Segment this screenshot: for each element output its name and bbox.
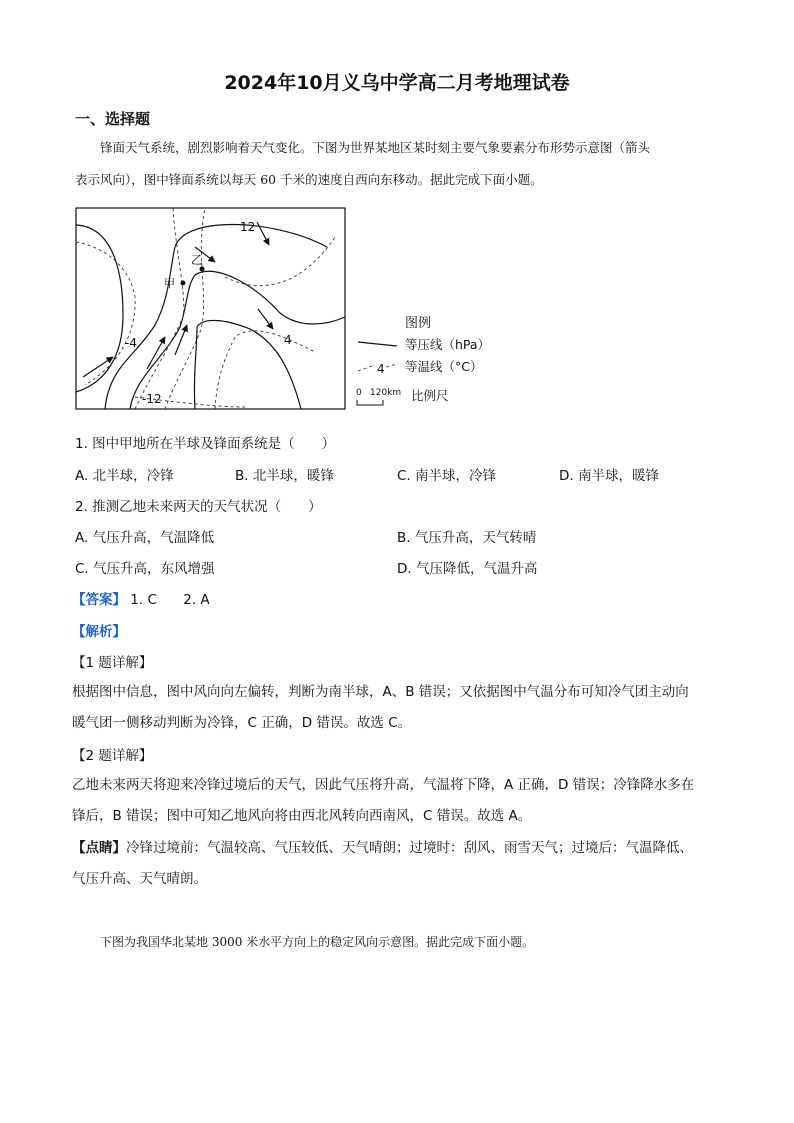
tip-line-2: 气压升高、天气晴朗。	[72, 871, 207, 887]
q2-option-d: D. 气压降低，气温升高	[397, 561, 538, 577]
q2-stem: 2. 推测乙地未来两天的天气状况（ ）	[75, 499, 322, 515]
intro-line-2: 表示风向），图中锋面系统以每天 60 千米的速度自西向东移动。据此完成下面小题。	[75, 172, 543, 187]
intro-line-1: 锋面天气系统，剧烈影响着天气变化。下图为世界某地区某时刻主要气象要素分布形势示意图（箭头	[100, 140, 651, 155]
detail1-line-2: 暖气团一侧移动判断为冷锋，C 正确，D 错误。故选 C。	[72, 715, 412, 731]
q2-option-b: B. 气压升高，天气转晴	[397, 530, 537, 546]
answer-tag: 【答案】	[72, 592, 126, 608]
legend-isotherm: 等温线（°C）	[405, 359, 483, 374]
q1-option-c: C. 南半球，冷锋	[397, 468, 497, 484]
detail1-line-1: 根据图中信息，图中风向向左偏转，判断为南半球，A、B 错误；又依据图中气温分布可知冷气团主动向	[72, 684, 689, 700]
legend-isotherm-value: 4	[377, 362, 385, 376]
legend-title: 图例	[405, 316, 432, 331]
scale-label: 比例尺	[411, 388, 449, 403]
tip-tag: 【点睛】	[72, 840, 126, 856]
detail2-line-2: 锋后，B 错误；图中可知乙地风向将由西北风转向西南风，C 错误。故选 A。	[72, 808, 532, 824]
map-frame	[76, 208, 345, 409]
answer-2: 2. A	[183, 592, 210, 608]
q1-stem: 1. 图中甲地所在半球及锋面系统是（ ）	[75, 436, 336, 452]
label-jia: 甲	[164, 277, 175, 290]
analysis-tag: 【解析】	[72, 624, 126, 640]
q2-option-c: C. 气压升高，东风增强	[75, 561, 215, 577]
point-jia	[181, 281, 186, 286]
q2-option-a: A. 气压升高，气温降低	[75, 530, 215, 546]
q1-option-b: B. 北半球，暖锋	[235, 468, 334, 484]
label-4: 4	[284, 333, 292, 347]
label-yi: 乙	[191, 253, 204, 267]
answer-1: 1. C	[130, 592, 157, 608]
tip-text-1: 冷锋过境前：气温较高、气压较低、天气晴朗；过境时：刮风、雨雪天气；过境后：气温降低、	[126, 840, 693, 856]
label-12: 12	[240, 220, 256, 234]
point-yi	[200, 267, 205, 272]
scale-bar	[357, 400, 383, 405]
answer-line	[72, 588, 210, 608]
detail1-tag: 【1 题详解】	[72, 655, 153, 671]
weather-map	[75, 207, 505, 412]
label-m4: -4	[125, 336, 137, 350]
legend	[356, 316, 490, 405]
tip-line-1	[72, 833, 732, 864]
scale-distance: 120km	[370, 388, 402, 398]
q1-option-d: D. 南半球，暖锋	[559, 468, 659, 484]
q1-option-a: A. 北半球，冷锋	[75, 468, 174, 484]
legend-isobar: 等压线（hPa）	[405, 337, 491, 352]
label-m12: -12	[142, 392, 162, 406]
legend-isotherm-line	[358, 365, 375, 371]
page-title: 2024年10月义乌中学高二月考地理试卷	[224, 72, 570, 94]
next-intro: 下图为我国华北某地 3000 米水平方向上的稳定风向示意图。据此完成下面小题。	[100, 935, 535, 949]
section-heading: 一、选择题	[75, 110, 151, 128]
detail2-tag: 【2 题详解】	[72, 748, 153, 764]
legend-isobar-line	[358, 342, 397, 346]
scale-zero: 0	[356, 388, 362, 398]
detail2-line-1: 乙地未来两天将迎来冷锋过境后的天气，因此气压将升高，气温将下降，A 正确，D 错误；冷锋降水多在	[72, 777, 695, 793]
